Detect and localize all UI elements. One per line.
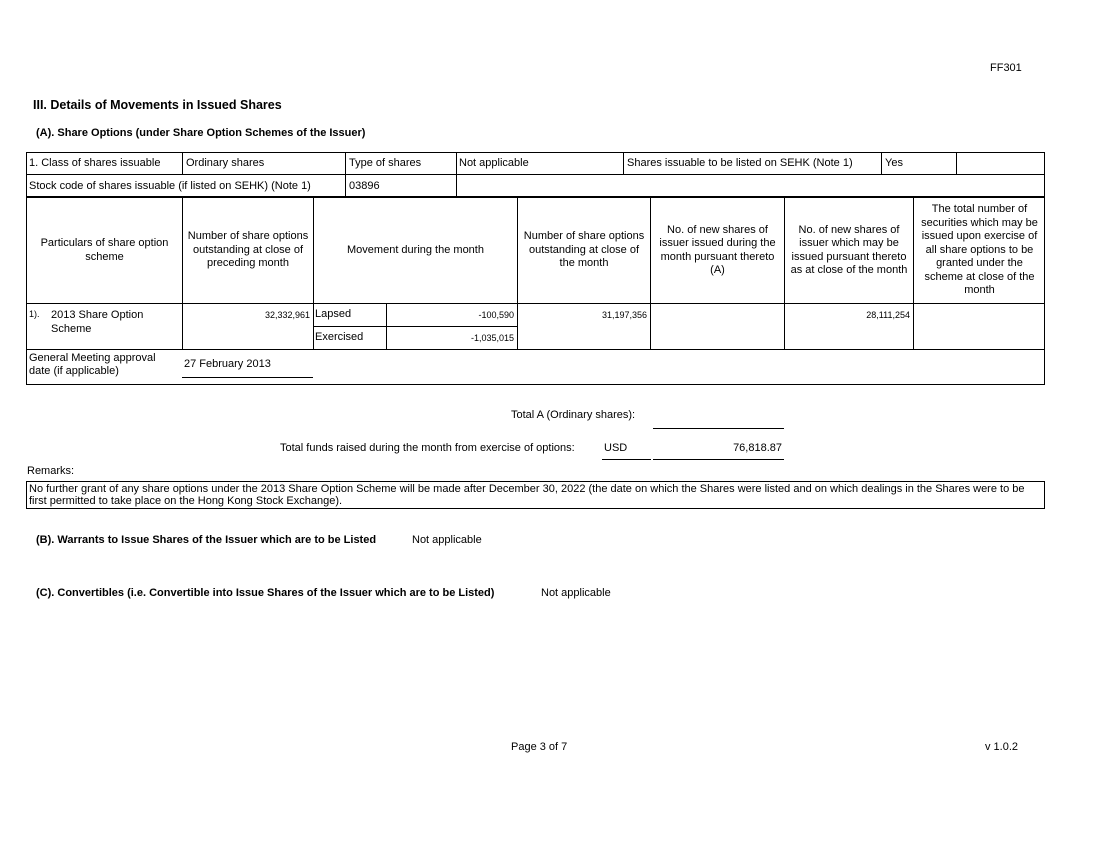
header-movement: Movement during the month — [347, 243, 484, 256]
outstanding-prev-value: 32,332,961 — [264, 310, 310, 320]
section-b-title: (B). Warrants to Issue Shares of the Issuer which are to be Listed — [36, 534, 377, 546]
listed-value: Yes — [885, 157, 903, 169]
funds-currency: USD — [604, 442, 628, 454]
row-index: 1). — [29, 309, 40, 319]
outstanding-close-value: 31,197,356 — [601, 310, 647, 320]
form-code: FF301 — [990, 62, 1022, 74]
remarks-text: No further grant of any share options under the 2013 Share Option Scheme will be made after December 30, 2022 (the date on which the Shares were listed and on which dealings in the Shares were to be first permitted to take place on the Hong Kong Stock Exchange). — [26, 481, 1045, 509]
header-total-securities: The total number of securities which may be issued upon exercise of all share options to be granted under the scheme at close of the month — [921, 203, 1038, 297]
header-particulars: Particulars of share option scheme — [40, 237, 169, 263]
movement-exercised-value: -1,035,015 — [470, 333, 514, 343]
header-outstanding-prev: Number of share options outstanding at close of preceding month — [187, 230, 309, 270]
stock-code-value: 03896 — [349, 180, 380, 192]
header-new-may-issue: No. of new shares of issuer which may be issued pursuant thereto as at close of the month — [790, 223, 908, 276]
section-c-title: (C). Convertibles (i.e. Convertible into Issue Shares of the Issuer which are to be Listed) — [36, 587, 495, 599]
class-value: Ordinary shares — [186, 157, 265, 169]
gm-approval-label: General Meeting approval date (if applicable) — [29, 352, 156, 377]
header-outstanding-close: Number of share options outstanding at close of the month — [523, 230, 645, 270]
listed-label: Shares issuable to be listed on SEHK (Note 1) — [627, 157, 853, 169]
total-a-label: Total A (Ordinary shares): — [511, 409, 636, 421]
type-value: Not applicable — [459, 157, 529, 169]
section-title: III. Details of Movements in Issued Shares — [33, 98, 282, 112]
gm-approval-date: 27 February 2013 — [184, 358, 271, 370]
movement-exercised-label: Exercised — [315, 331, 364, 343]
section-c-value: Not applicable — [541, 587, 611, 599]
type-label: Type of shares — [349, 157, 422, 169]
subsection-a-title: (A). Share Options (under Share Option Schemes of the Issuer) — [36, 127, 366, 139]
scheme-name: 2013 Share Option Scheme — [51, 309, 144, 335]
section-b-value: Not applicable — [412, 534, 482, 546]
movement-lapsed-value: -100,590 — [478, 310, 514, 320]
remarks-label: Remarks: — [27, 465, 75, 477]
stock-code-label: Stock code of shares issuable (if listed on SEHK) (Note 1) — [29, 180, 311, 192]
class-label: 1. Class of shares issuable — [29, 157, 161, 169]
page-number: Page 3 of 7 — [511, 741, 568, 753]
funds-amount: 76,818.87 — [733, 442, 782, 454]
header-new-issued: No. of new shares of issuer issued during the month pursuant thereto (A) — [659, 223, 776, 276]
funds-raised-label: Total funds raised during the month from exercise of options: — [280, 442, 575, 454]
new-may-issue-value: 28,111,254 — [866, 310, 910, 320]
version: v 1.0.2 — [985, 741, 1019, 753]
movement-lapsed-label: Lapsed — [315, 308, 352, 320]
